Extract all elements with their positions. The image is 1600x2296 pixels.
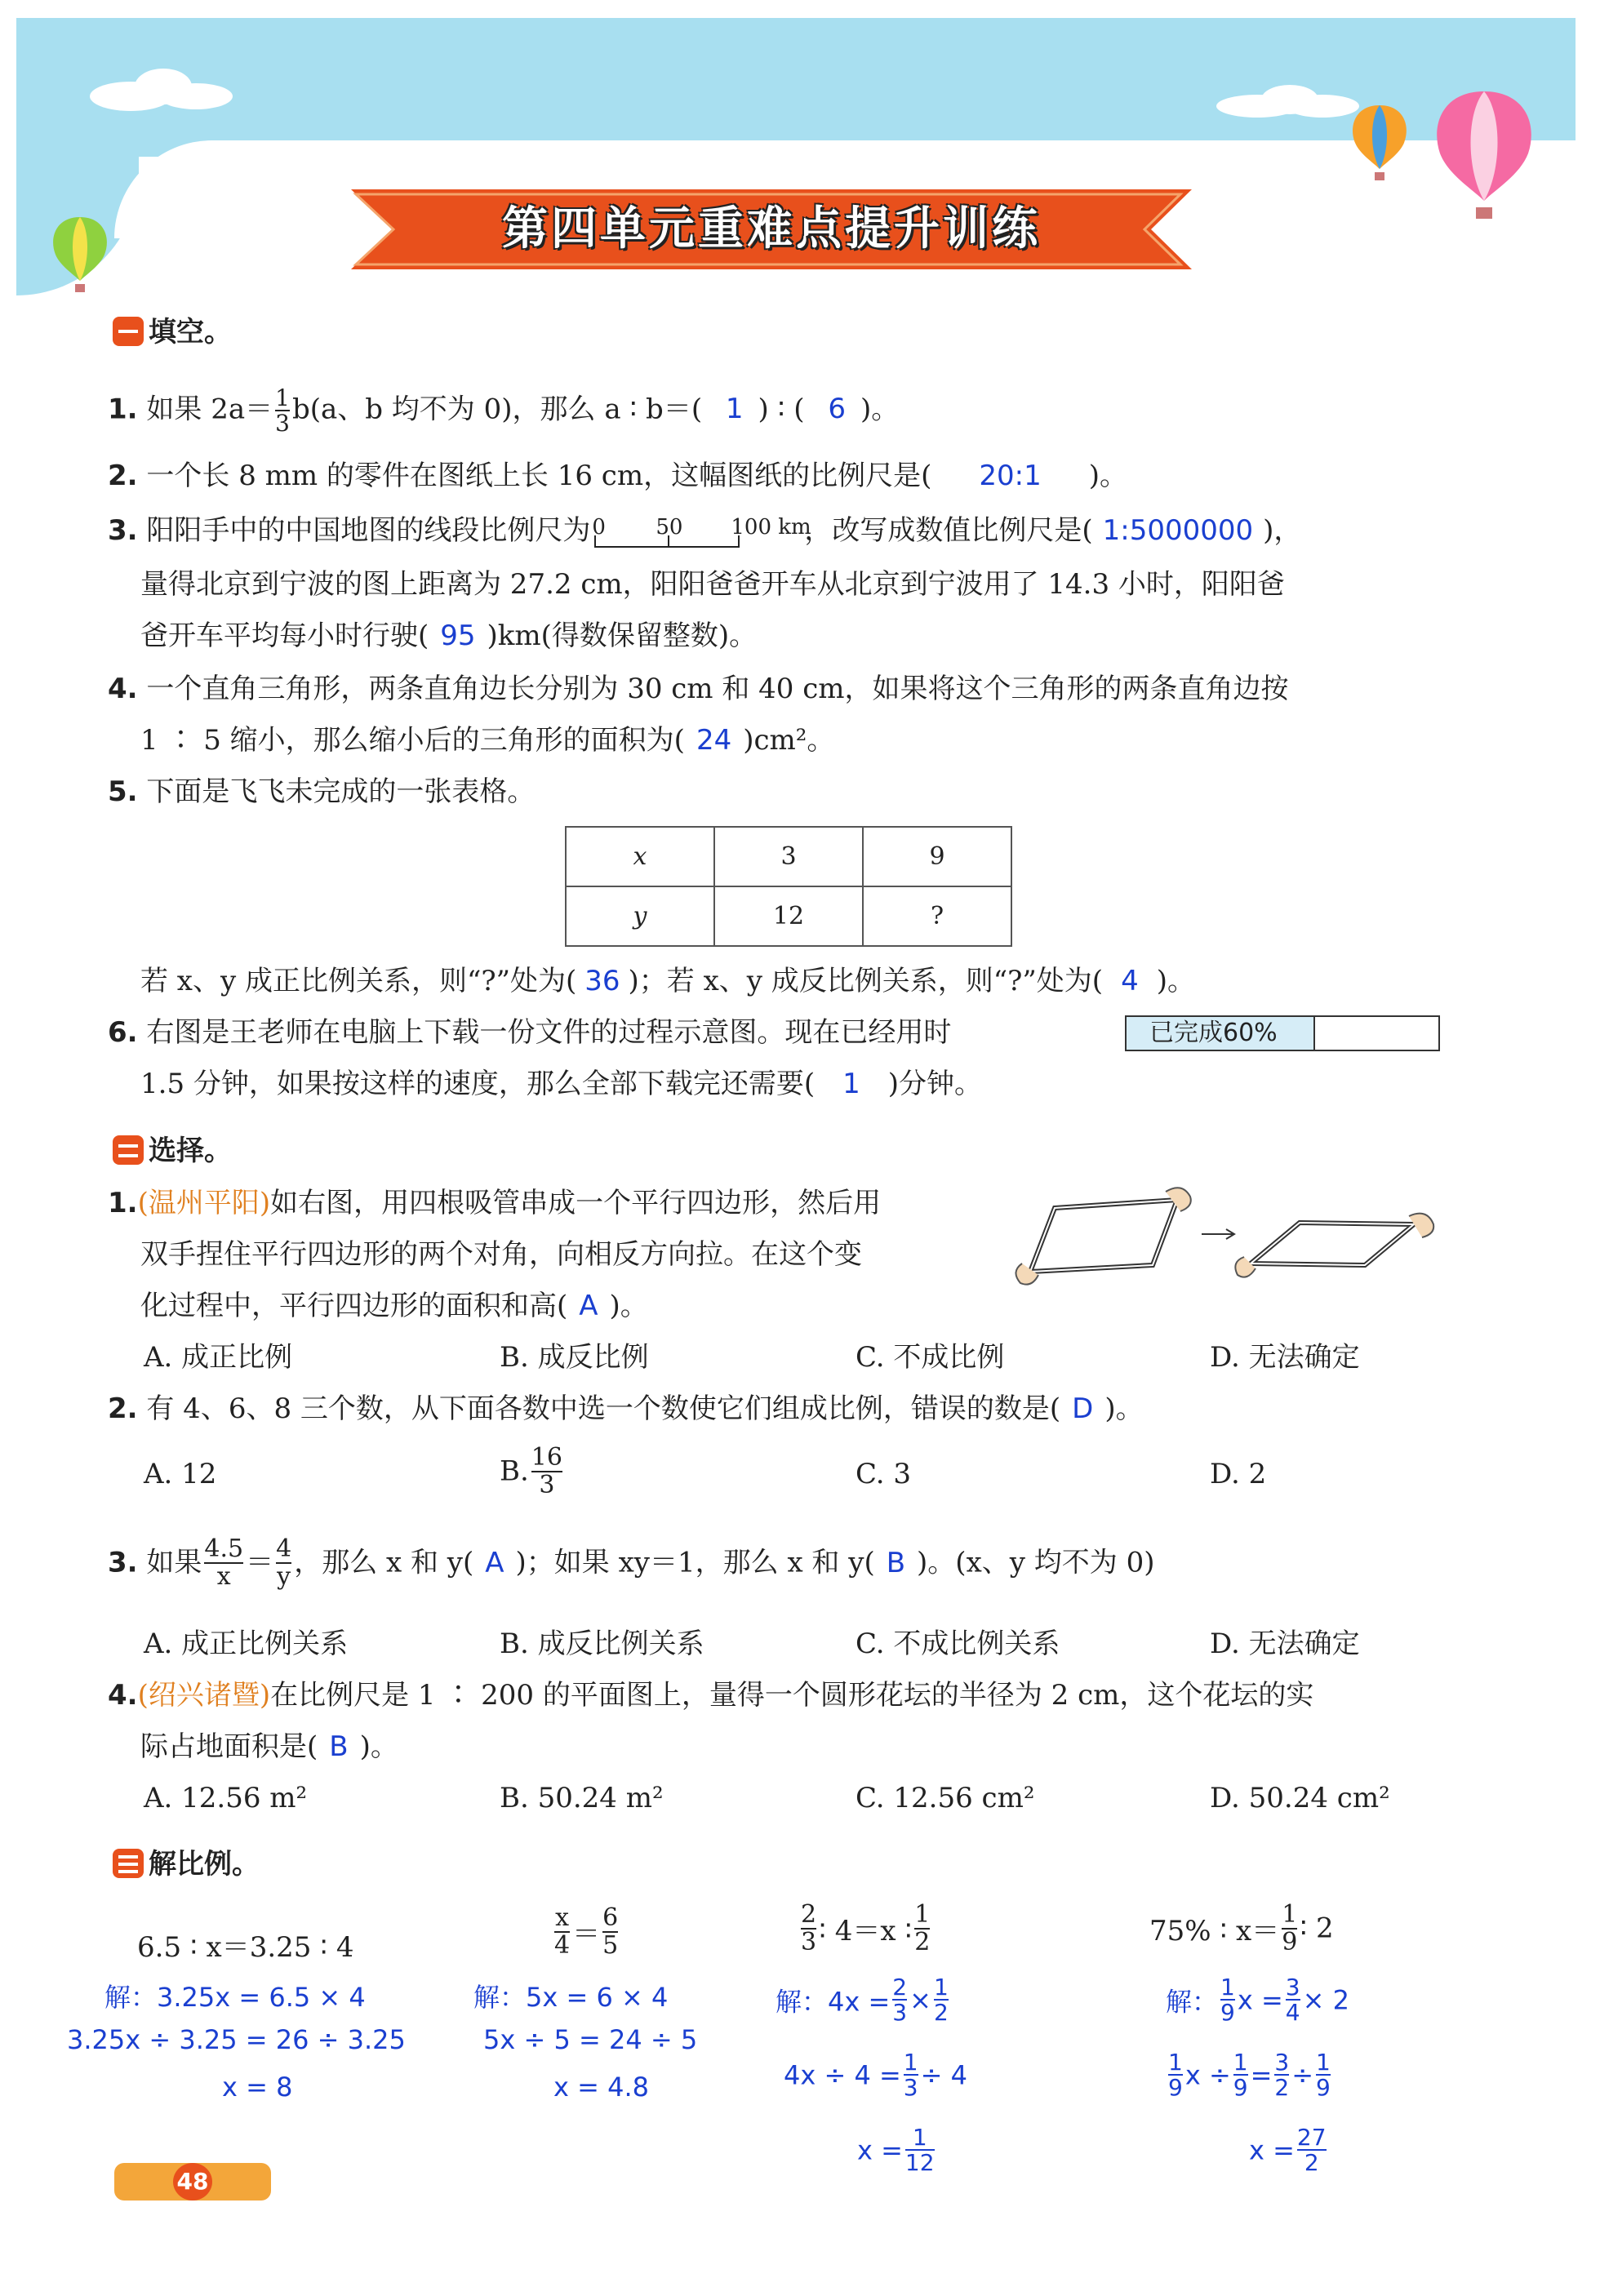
option-a[interactable]: A. 12.56 m² xyxy=(144,1782,308,1814)
s1-q3-line1: 3. 阳阳手中的中国地图的线段比例尺为 0 50 100 km ，改写成数值比例尺是( 1:5000000 )， xyxy=(108,514,1302,547)
p2-step-2: 5x ÷ 5 = 24 ÷ 5 xyxy=(483,2024,698,2055)
option-c[interactable]: C. 不成比例关系 xyxy=(856,1628,1060,1660)
p4-step-1: 解： $\frac{1}{9}$ x = $\frac{3}{4}$ × 2 xyxy=(1166,1974,1349,2027)
table-cell: y xyxy=(566,886,714,946)
option-b[interactable]: B. $\frac{16}{3}$ xyxy=(500,1443,562,1499)
p4-step-2: $\frac{1}{9}$ x ÷ $\frac{1}{9}$ = $\frac{3}{2}$ ÷ $\frac{1}{9}$ xyxy=(1168,2049,1331,2102)
table-cell: 12 xyxy=(714,886,863,946)
option-d[interactable]: D. 无法确定 xyxy=(1210,1628,1360,1660)
section-2-header: 选择。 xyxy=(113,1133,232,1169)
option-a[interactable]: A. 成正比例关系 xyxy=(144,1628,349,1660)
table-row xyxy=(566,827,1011,886)
download-progress-bar xyxy=(1125,1015,1440,1051)
p3-step-2: 4x ÷ 4 = $\frac{1}{3}$ ÷ 4 xyxy=(784,2049,967,2102)
option-b[interactable]: B. 成反比例关系 xyxy=(500,1628,704,1660)
table-cell: 9 xyxy=(863,827,1011,886)
s1-q1-answer-2[interactable]: 6 xyxy=(828,393,846,426)
s2-q3-answer-2[interactable]: B xyxy=(886,1546,906,1579)
p4-step-3: x = $\frac{27}{2}$ xyxy=(1249,2124,1327,2177)
table-cell: ? xyxy=(863,886,1011,946)
balloon-small-icon xyxy=(1347,102,1412,184)
parallelogram-straws-figure xyxy=(1006,1175,1447,1290)
p2-step-3: x = 4.8 xyxy=(553,2072,649,2103)
p3-step-1: 解：4x = $\frac{2}{3}$ × $\frac{1}{2}$ xyxy=(776,1974,949,2027)
p2-step-1: 解：5x = 6 × 4 xyxy=(473,1982,669,2013)
option-b[interactable]: B. 50.24 m² xyxy=(500,1782,664,1814)
s1-q5-answers: 若 x、y 成正比例关系，则“?”处为( 36 )；若 x、y 成反比例关系，则“?”处为( 4 )。 xyxy=(140,965,1195,997)
s1-q3-answer[interactable]: 1:5000000 xyxy=(1102,514,1254,547)
s2-q2-options xyxy=(144,1445,1531,1510)
s2-q4-line1: 4.(绍兴诸暨)在比例尺是 1 ∶ 200 的平面图上，量得一个圆形花坛的半径为 2 cm，这个花坛的实 xyxy=(108,1679,1314,1712)
p1-step-3: x = 8 xyxy=(222,2072,293,2103)
s2-q1-line2: 双手捏住平行四边形的两个对角，向相反方向拉。在这个变 xyxy=(140,1238,862,1271)
s2-q4-answer[interactable]: B xyxy=(329,1730,349,1763)
s2-q4-line2: 际占地面积是( B )。 xyxy=(140,1730,398,1763)
page-number: 48 xyxy=(173,2163,212,2201)
p3-equation: $\frac{2}{3}$ ∶ 4＝x ∶ $\frac{1}{2}$ xyxy=(801,1900,931,1956)
section-3-header: 解比例。 xyxy=(113,1846,260,1882)
s2-q1-line3: 化过程中，平行四边形的面积和高( A )。 xyxy=(140,1290,648,1322)
s1-q1: 1. 如果 2a＝ $\frac{1}{3}$ b(a、b 均不为 0)，那么 a ∶ b＝( 1 ) ∶ ( 6 )。 xyxy=(108,384,900,437)
s1-q2-answer[interactable]: 20:1 xyxy=(979,460,1042,492)
option-b[interactable]: B. 成反比例 xyxy=(500,1341,649,1374)
s1-q4-line2: 1 ∶ 5 缩小，那么缩小后的三角形的面积为( 24 )cm²。 xyxy=(140,724,835,757)
s2-q2-answer[interactable]: D xyxy=(1072,1392,1094,1425)
s1-q4-answer[interactable]: 24 xyxy=(696,724,732,757)
cloud-icon xyxy=(82,65,261,114)
s2-q1-answer[interactable]: A xyxy=(579,1290,598,1322)
table-cell: x xyxy=(566,827,714,886)
s2-q2: 2. 有 4、6、8 三个数，从下面各数中选一个数使它们组成比例，错误的数是( D )。 xyxy=(108,1392,1144,1425)
option-d[interactable]: D. 无法确定 xyxy=(1210,1341,1360,1374)
option-c[interactable]: C. 不成比例 xyxy=(856,1341,1005,1374)
page-number-badge xyxy=(114,2163,271,2201)
p2-equation: $\frac{x}{4}$ ＝ $\frac{6}{5}$ xyxy=(554,1903,619,1960)
s1-q3-line2: 量得北京到宁波的图上距离为 27.2 cm，阳阳爸爸开车从北京到宁波用了 14.3 小时，阳阳爸 xyxy=(140,568,1285,601)
s1-q3-line3: 爸开车平均每小时行驶( 95 )km(得数保留整数)。 xyxy=(140,620,758,652)
line-scale-bar: 0 50 100 km xyxy=(590,513,804,548)
s2-q3-answer-1[interactable]: A xyxy=(485,1546,504,1579)
progress-label: 已完成60% xyxy=(1149,1019,1278,1047)
s1-q2: 2. 一个长 8 mm 的零件在图纸上长 16 cm，这幅图纸的比例尺是( 20:1 )。 xyxy=(108,460,1127,492)
p4-equation: 75% ∶ x＝ $\frac{1}{9}$ ∶ 2 xyxy=(1149,1900,1334,1956)
s1-q5-answer-2[interactable]: 4 xyxy=(1121,965,1139,997)
p1-step-2: 3.25x ÷ 3.25 = 26 ÷ 3.25 xyxy=(67,2024,406,2055)
title-banner xyxy=(351,189,1192,269)
p1-equation: 6.5 ∶ x＝3.25 ∶ 4 xyxy=(137,1931,354,1964)
xy-table xyxy=(565,826,1012,947)
option-d[interactable]: D. 50.24 cm² xyxy=(1210,1782,1390,1814)
s1-q5: 5. 下面是飞飞未完成的一张表格。 xyxy=(108,775,536,808)
balloon-large-icon xyxy=(1427,88,1541,227)
s1-q6-line1: 6. 右图是王老师在电脑上下载一份文件的过程示意图。现在已经用时 xyxy=(108,1016,952,1049)
page-title: 第四单元重难点提升训练 xyxy=(502,202,1041,255)
section-1-header: 填空。 xyxy=(113,314,232,350)
section-1-badge xyxy=(113,317,144,346)
option-d[interactable]: D. 2 xyxy=(1210,1458,1267,1490)
option-a[interactable]: A. 成正比例 xyxy=(144,1341,293,1374)
section-3-badge xyxy=(113,1849,144,1878)
table-cell: 3 xyxy=(714,827,863,886)
s2-q1-line1: 1.(温州平阳)如右图，用四根吸管串成一个平行四边形，然后用 xyxy=(108,1187,882,1219)
option-a[interactable]: A. 12 xyxy=(144,1458,217,1490)
s1-q3-answer-2[interactable]: 95 xyxy=(440,620,476,652)
s1-q1-answer-1[interactable]: 1 xyxy=(725,393,744,426)
p1-step-1: 解：3.25x = 6.5 × 4 xyxy=(104,1982,366,2013)
section-2-badge xyxy=(113,1135,144,1165)
option-c[interactable]: C. 12.56 cm² xyxy=(856,1782,1035,1814)
s1-q6-answer[interactable]: 1 xyxy=(842,1068,860,1100)
s2-q3: 3. 如果 $\frac{4.5}{x}$ ＝ $\frac{4}{y}$ ，那么 x 和 y( A )；如果 xy＝1，那么 x 和 y( B )。(x、y 均不为 0) xyxy=(108,1534,1155,1591)
s1-q5-answer-1[interactable]: 36 xyxy=(584,965,620,997)
table-row xyxy=(566,886,1011,946)
s1-q4-line1: 4. 一个直角三角形，两条直角边长分别为 30 cm 和 40 cm，如果将这个三角形的两条直角边按 xyxy=(108,673,1289,705)
s1-q6-line2: 1.5 分钟，如果按这样的速度，那么全部下载完还需要( 1 )分钟。 xyxy=(140,1068,983,1100)
balloon-green-icon xyxy=(47,214,113,295)
option-c[interactable]: C. 3 xyxy=(856,1458,912,1490)
p3-step-3: x = $\frac{1}{12}$ xyxy=(857,2124,935,2177)
